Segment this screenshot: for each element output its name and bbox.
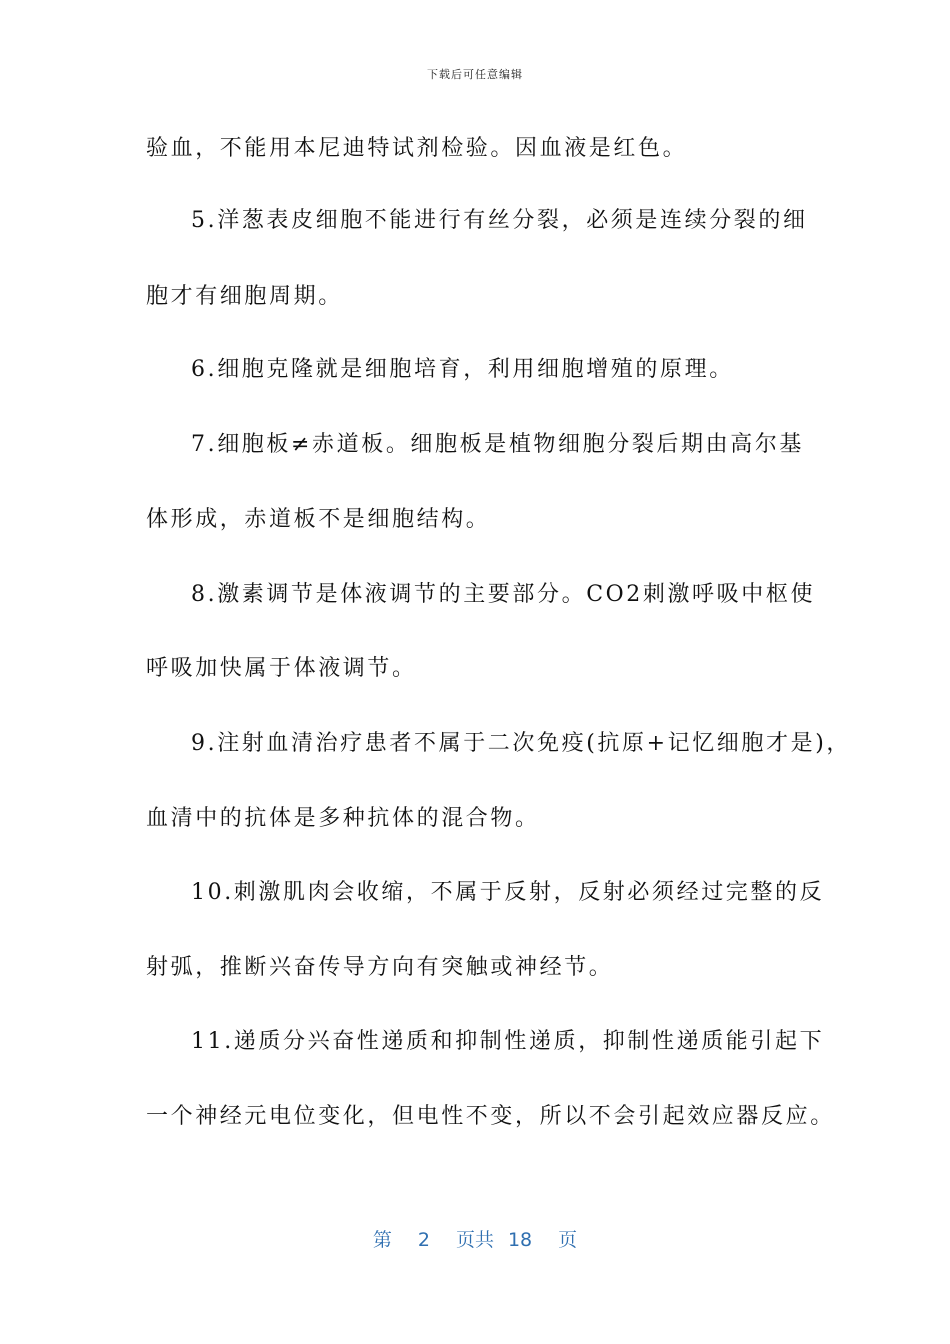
- page-header-note: 下载后可任意编辑: [427, 68, 523, 81]
- body-line: 7.细胞板≠赤道板。细胞板是植物细胞分裂后期由高尔基: [191, 432, 805, 457]
- footer-prefix: 第: [372, 1229, 392, 1251]
- body-line: 11.递质分兴奋性递质和抑制性递质，抑制性递质能引起下: [191, 1029, 825, 1054]
- body-line: 呼吸加快属于体液调节。: [146, 656, 417, 681]
- page-number-footer: [0, 1225, 950, 1252]
- body-line: 8.激素调节是体液调节的主要部分。CO2刺激呼吸中枢使: [191, 582, 816, 607]
- body-line: 射弧，推断兴奋传导方向有突触或神经节。: [146, 955, 614, 980]
- body-line: 一个神经元电位变化，但电性不变，所以不会引起效应器反应。: [146, 1104, 835, 1129]
- body-line: 体形成，赤道板不是细胞结构。: [146, 507, 491, 532]
- body-line: 9.注射血清治疗患者不属于二次免疫(抗原+记忆细胞才是)，: [191, 731, 851, 756]
- body-line: 10.刺激肌肉会收缩，不属于反射，反射必须经过完整的反: [191, 880, 825, 905]
- body-line: 胞才有细胞周期。: [146, 284, 343, 309]
- body-line: 6.细胞克隆就是细胞培育，利用细胞增殖的原理。: [191, 357, 734, 382]
- body-line: 血清中的抗体是多种抗体的混合物。: [146, 806, 540, 831]
- footer-suffix: 页: [558, 1229, 578, 1251]
- body-line: 验血，不能用本尼迪特试剂检验。因血液是红色。: [146, 136, 688, 161]
- footer-middle: 页共: [455, 1229, 494, 1251]
- body-line: 5.洋葱表皮细胞不能进行有丝分裂，必须是连续分裂的细: [191, 208, 808, 233]
- current-page-number: 2: [417, 1229, 430, 1251]
- total-pages-number: 18: [507, 1229, 533, 1251]
